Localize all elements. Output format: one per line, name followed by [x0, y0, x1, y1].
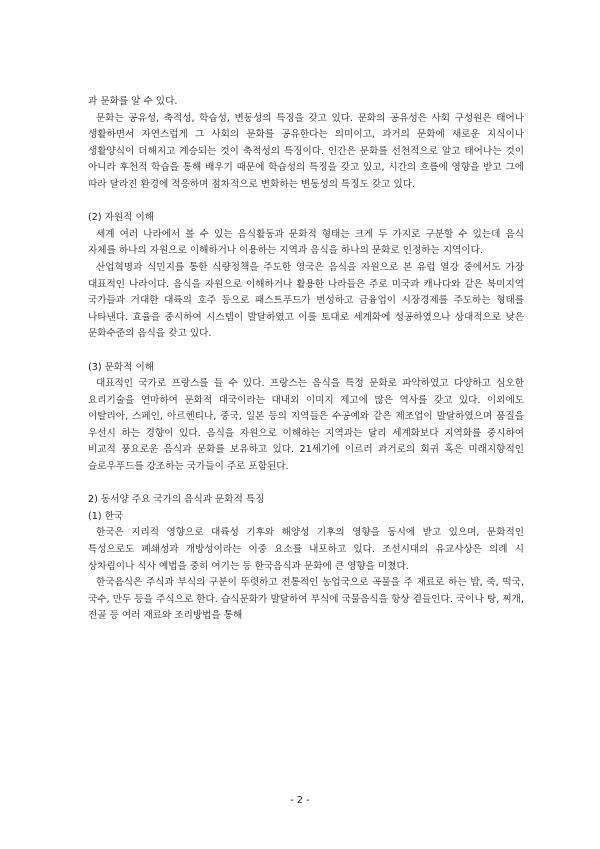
section-heading: (2) 자원적 이해 — [88, 212, 155, 224]
paragraph: 문화는 공유성, 축적성, 학습성, 변동성의 특징을 갖고 있다. 문화의 공유성은 사회 구성원은 태어나 생활하면서 자연스럽게 그 사회의 문화를 공유한다는 의미이고, 과거의 문화에 새로운 지식이나 생활양식이 더해지고 계승되는 것이 축적성의 특징이다. 인간은 문화를 선천적으로 알고 태어나는 것이 아니라 후천적 학습을 통해 배우기 때문에 학습성의 특징을 갖고 있고, 시간의 흐름에 영향을 받고 그에 따라 달라진 환경에 적응하며 점차적으로 변화하는 변동성의 특징도 갖고 있다. — [88, 112, 524, 190]
paragraph: 산업혁명과 식민지를 통한 식량정책을 주도한 영국은 음식을 자원으로 본 유럽 열강 중에서도 가장 대표적인 나라이다. 음식을 자원으로 이해하거나 활용한 나라들은 주로 미국과 캐나다와 같은 북미지역 국가들과 거대한 대륙의 호주 등으로 패스트푸드가 번성하고 금융업이 시장경제를 주도하는 형태를 나타낸다. 효율을 중시하여 시스템이 발달하였고 이를 토대로 세계화에 성공하였으나 상대적으로 낮은 문화수준의 음식을 갖고 있다. — [88, 261, 524, 340]
paragraph: 한국음식은 주식과 부식의 구분이 뚜렷하고 전통적인 농업국으로 곡물을 주 재료로 하는 밥, 죽, 떡국, 국수, 만두 등을 주식으로 한다. 습식문화가 발달하여 부식에 국물음식을 항상 곁들인다. 국이나 탕, 찌개, 전골 등 여러 재료와 조리방법을 통해 — [88, 577, 524, 622]
paragraph: 한국은 지리적 영향으로 대륙성 기후와 해양성 기후의 영향을 동시에 받고 있으며, 문화적인 특성으로도 폐쇄성과 개방성이라는 이중 요소를 내포하고 있다. 조선시대의 유교사상은 의례 시 상차림이나 식사 예법을 중히 여기는 등 한국음식과 문화에 큰 영향을 미쳤다. — [88, 527, 524, 572]
section-heading: 2) 동서양 주요 국가의 음식과 문화적 특징 — [88, 494, 265, 506]
page-number: - 2 - — [290, 795, 310, 806]
paragraph: 과 문화를 알 수 있다. — [88, 96, 178, 107]
section-gap — [88, 343, 524, 360]
document-body — [88, 94, 524, 625]
section-heading: (3) 문화적 이해 — [88, 361, 155, 373]
section-gap — [88, 194, 524, 211]
paragraph: 세계 여러 나라에서 볼 수 있는 음식활동과 문화적 형태는 크게 두 가지로 구분할 수 있는데 음식 자체를 하나의 자원으로 이해하거나 이용하는 지역과 음식을 하나의 문화로 인정하는 지역이다. — [88, 228, 524, 257]
section-heading: (1) 한국 — [88, 510, 124, 522]
paragraph: 대표적인 국가로 프랑스를 들 수 있다. 프랑스는 음식을 특정 문화로 파악하였고 다양하고 심오한 요리기술을 연마하여 문화적 대국이라는 대내외 이미지 제고에 많은 역사를 갖고 있다. 이외에도 이탈리아, 스페인, 아르헨티나, 중국, 일본 등의 지역들은 수공예와 같은 제조업이 발달하였으며 품질을 우선시 하는 경향이 있다. 음식을 자원으로 이해하는 지역과는 달리 세계화보다 지역화를 중시하여 비교적 풍요로운 음식과 문화를 보유하고 있다. 21세기에 이르러 과거로의 회귀 혹은 미래지향적인 슬로우푸드를 강조하는 국가들이 주로 포함된다. — [88, 378, 524, 473]
section-gap — [88, 476, 524, 493]
